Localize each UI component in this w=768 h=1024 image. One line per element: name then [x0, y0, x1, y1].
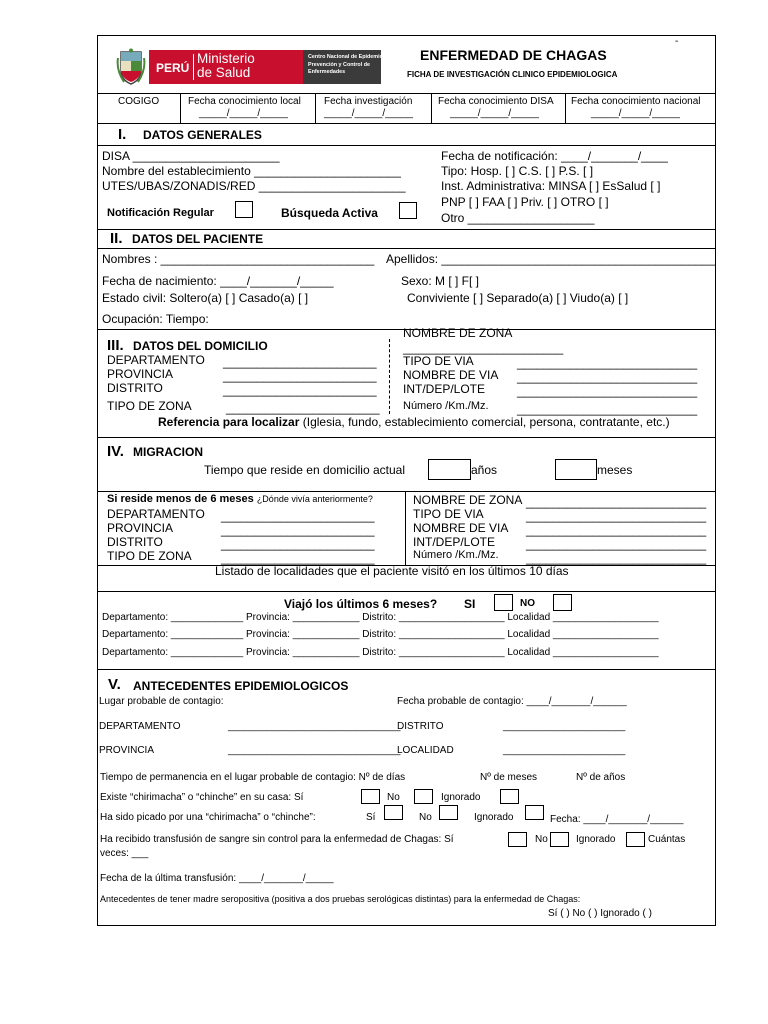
anterior-numero-field[interactable]: ___________________________ — [526, 551, 707, 565]
divider — [97, 145, 716, 146]
picado-label: Ha sido picado por una “chirimacha” o “chinche”: — [100, 812, 316, 823]
section1-number: I. — [118, 126, 127, 143]
section3-title: DATOS DEL DOMICILIO — [133, 339, 268, 353]
referencia-label: Referencia para localizar — [158, 415, 300, 429]
domicilio-nombre-zona-field[interactable]: ________________________ — [403, 341, 564, 355]
divider — [97, 229, 716, 230]
si-reside-label: Si reside menos de 6 meses — [107, 493, 254, 505]
divider — [97, 491, 716, 492]
domicilio-numero-label: Número /Km./Mz. — [403, 400, 489, 412]
anterior-int-dep-lote-label: INT/DEP/LOTE — [413, 535, 496, 549]
domicilio-provincia-field[interactable]: _______________________ — [223, 369, 377, 383]
divider — [97, 248, 716, 249]
viaje-row[interactable]: Departamento: _____________ Provincia: ____________ Distrito: ___________________ Localidad ___________________ — [102, 647, 659, 658]
divider — [97, 93, 716, 94]
busqueda-activa-label: Búsqueda Activa — [281, 206, 378, 220]
divider — [431, 93, 432, 123]
logo-country: PERÚ — [156, 61, 190, 75]
section4-title: MIGRACION — [133, 445, 203, 459]
fecha-contagio-field[interactable]: Fecha probable de contagio: ____/_______/______ — [397, 696, 627, 707]
logo-center-line1: Centro Nacional de Epidemiología, — [308, 54, 397, 60]
logo-ministry — [197, 52, 255, 80]
chirimacha-ignorado-label: Ignorado — [441, 792, 481, 803]
domicilio-numero-field[interactable]: ___________________________ — [517, 402, 698, 416]
establecimiento-field[interactable]: Nombre del establecimiento ______________________ — [102, 164, 401, 178]
anterior-tipo-via-field[interactable]: ___________________________ — [526, 509, 707, 523]
contagio-provincia-field[interactable]: _______________________________ — [228, 745, 401, 756]
domicilio-distrito-field[interactable]: _______________________ — [223, 383, 377, 397]
picado-no-label: No — [419, 812, 432, 823]
section5-title: ANTECEDENTES EPIDEMIOLOGICOS — [133, 679, 349, 693]
anterior-tipo-zona-label: TIPO DE ZONA — [107, 549, 192, 563]
chirimacha-label: Existe “chirimacha” o “chinche” en su casa: Sí — [100, 792, 304, 803]
ocupacion-field[interactable]: Ocupación: Tiempo: — [102, 312, 209, 326]
utes-field[interactable]: UTES/UBAS/ZONADIS/RED ______________________ — [102, 179, 406, 193]
si-reside-question: ¿Dónde vivía anteriormente? — [256, 494, 373, 504]
fecha-notificacion-field[interactable]: Fecha de notificación: ____/_______/____ — [441, 149, 668, 163]
sexo-field[interactable]: Sexo: M [ ] F[ ] — [401, 274, 480, 288]
meses-input[interactable] — [555, 459, 597, 480]
logo-ministry-line2: de Salud — [197, 65, 251, 80]
contagio-departamento-field[interactable]: _______________________________ — [228, 721, 401, 732]
column-divider — [405, 491, 406, 565]
contagio-distrito-label: DISTRITO — [397, 721, 444, 732]
section5-number: V. — [108, 676, 121, 693]
divider — [97, 437, 716, 438]
logo-center — [308, 54, 397, 77]
transfusion-si-checkbox[interactable] — [508, 832, 527, 847]
madre-seropositiva-label: Antecedentes de tener madre seropositiva (positiva a dos pruebas serológicas distintas) para la enfermedad de Chagas: — [100, 894, 581, 904]
domicilio-tipo-zona-label: TIPO DE ZONA — [107, 399, 192, 413]
domicilio-nombre-via-field[interactable]: ___________________________ — [517, 370, 698, 384]
estado-civil-field[interactable]: Estado civil: Soltero(a) [ ] Casado(a) [ ] — [102, 291, 309, 305]
section1-title: DATOS GENERALES — [143, 128, 262, 142]
domicilio-nombre-via-label: NOMBRE DE VIA — [403, 368, 499, 382]
section2-number: II. — [110, 230, 123, 247]
divider — [180, 93, 181, 123]
form-subtitle: FICHA DE INVESTIGACIÓN CLINICO EPIDEMIOLOGICA — [407, 70, 618, 79]
divider — [97, 123, 716, 124]
viaje-row[interactable]: Departamento: _____________ Provincia: ____________ Distrito: ___________________ Localidad ___________________ — [102, 612, 659, 623]
anterior-departamento-field[interactable]: _______________________ — [221, 509, 375, 523]
transfusion-no-checkbox[interactable] — [550, 832, 569, 847]
madre-seropositiva-options[interactable]: Sí ( ) No ( ) Ignorado ( ) — [548, 908, 652, 919]
viajo-no-checkbox[interactable] — [553, 594, 572, 611]
divider — [565, 93, 566, 123]
ultima-transfusion-field[interactable]: Fecha de la última transfusión: ____/_______/_____ — [100, 873, 334, 884]
picado-fecha-field[interactable]: Fecha: ____/_______/______ — [550, 814, 684, 825]
contagio-localidad-label: LOCALIDAD — [397, 745, 454, 756]
codigo-label: COGIGO — [118, 96, 160, 107]
form-title: ENFERMEDAD DE CHAGAS — [420, 47, 607, 63]
transfusion-cuantas-label: Cuántas — [648, 834, 686, 845]
logo-separator — [193, 54, 194, 80]
domicilio-tipo-via-field[interactable]: ___________________________ — [517, 356, 698, 370]
tiempo-permanencia-label: Tiempo de permanencia en el lugar probable de contagio: Nº de días — [100, 772, 406, 783]
viaje-row[interactable]: Departamento: _____________ Provincia: ____________ Distrito: ___________________ Localidad ___________________ — [102, 629, 659, 640]
picado-ignorado-checkbox[interactable] — [525, 805, 544, 820]
fecha-nacional-field[interactable]: _____/_____/_____ — [591, 108, 680, 119]
section4-number: IV. — [107, 443, 124, 460]
fecha-investigacion-label: Fecha investigación — [324, 96, 413, 107]
anterior-departamento-label: DEPARTAMENTO — [107, 507, 205, 521]
anterior-nombre-via-field[interactable]: ___________________________ — [526, 523, 707, 537]
fecha-disa-label: Fecha conocimiento DISA — [438, 96, 554, 107]
transfusion-no-label: No — [535, 834, 548, 845]
tipo-establecimiento[interactable]: Tipo: Hosp. [ ] C.S. [ ] P.S. [ ] — [441, 164, 594, 178]
transfusion-veces-field[interactable]: veces: ___ — [100, 848, 149, 859]
chirimacha-ignorado-checkbox[interactable] — [500, 789, 519, 804]
domicilio-departamento-label: DEPARTAMENTO — [107, 353, 205, 367]
nombres-field[interactable]: Nombres : ________________________________ — [102, 252, 375, 266]
transfusion-ignorado-checkbox[interactable] — [626, 832, 645, 847]
domicilio-int-dep-lote-field[interactable]: ___________________________ — [517, 384, 698, 398]
section2-title: DATOS DEL PACIENTE — [132, 232, 264, 246]
institucion-otros[interactable]: PNP [ ] FAA [ ] Priv. [ ] OTRO [ ] — [441, 195, 609, 209]
anterior-int-dep-lote-field[interactable]: ___________________________ — [526, 537, 707, 551]
picado-ignorado-label: Ignorado — [474, 812, 514, 823]
viajo-no-label: NO — [520, 598, 535, 609]
divider — [97, 591, 716, 592]
si-reside-menos — [107, 494, 373, 505]
fecha-investigacion-field[interactable]: _____/_____/_____ — [324, 108, 413, 119]
anterior-tipo-zona-field[interactable]: _______________________ — [221, 551, 375, 565]
domicilio-departamento-field[interactable]: _______________________ — [223, 355, 377, 369]
transfusion-ignorado-label: Ignorado — [576, 834, 616, 845]
fecha-nacional-label: Fecha conocimiento nacional — [571, 96, 701, 107]
anterior-provincia-label: PROVINCIA — [107, 521, 174, 535]
section3-number: III. — [107, 337, 124, 354]
referencia-hint: (Iglesia, fundo, establecimiento comercial, persona, contratante, etc.) — [302, 415, 670, 429]
apellidos-field[interactable]: Apellidos: _________________________________________ — [386, 252, 715, 266]
anterior-distrito-label: DISTRITO — [107, 535, 163, 549]
lugar-contagio-label: Lugar probable de contagio: — [99, 696, 224, 707]
fecha-local-label: Fecha conocimiento local — [188, 96, 301, 107]
logo-ministry-line1: Ministerio — [197, 51, 255, 66]
divider — [97, 669, 716, 670]
anterior-nombre-zona-label: NOMBRE DE ZONA — [413, 493, 523, 507]
numero-meses-label[interactable]: Nº de meses — [480, 772, 538, 783]
anterior-numero-label: Número /Km./Mz. — [413, 549, 499, 561]
chirimacha-no-checkbox[interactable] — [414, 789, 433, 804]
transfusion-label: Ha recibido transfusión de sangre sin control para la enfermedad de Chagas: Sí — [100, 834, 454, 845]
tiempo-reside-label: Tiempo que reside en domicilio actual — [204, 463, 405, 477]
divider — [315, 93, 316, 123]
contagio-localidad-field[interactable]: ______________________ — [503, 745, 626, 756]
picado-si-checkbox[interactable] — [384, 805, 403, 820]
institucion-administrativa[interactable]: Inst. Administrativa: MINSA [ ] EsSalud [ ] — [441, 179, 661, 193]
domicilio-tipo-via-label: TIPO DE VIA — [403, 354, 474, 368]
chirimacha-no-label: No — [387, 792, 400, 803]
disa-field[interactable]: DISA ______________________ — [102, 149, 280, 163]
viajo-question: Viajó los últimos 6 meses? — [284, 597, 438, 611]
domicilio-tipo-zona-field[interactable]: _______________________ — [226, 401, 380, 415]
anios-input[interactable] — [428, 459, 471, 480]
contagio-departamento-label: DEPARTAMENTO — [99, 721, 181, 732]
minsa-logo — [116, 46, 397, 88]
anios-label: años — [471, 463, 498, 477]
domicilio-nombre-zona-label: NOMBRE DE ZONA — [403, 326, 513, 340]
picado-no-checkbox[interactable] — [439, 805, 458, 820]
notificacion-regular-checkbox[interactable] — [235, 201, 253, 218]
anterior-nombre-via-label: NOMBRE DE VIA — [413, 521, 509, 535]
anterior-provincia-field[interactable]: _______________________ — [221, 523, 375, 537]
domicilio-distrito-label: DISTRITO — [107, 381, 163, 395]
meses-label: meses — [597, 463, 633, 477]
contagio-distrito-field[interactable]: ______________________ — [503, 721, 626, 732]
chirimacha-si-checkbox[interactable] — [361, 789, 380, 804]
fecha-nacimiento-field[interactable]: Fecha de nacimiento: ____/_______/_____ — [102, 274, 334, 288]
contagio-provincia-label: PROVINCIA — [99, 745, 155, 756]
domicilio-provincia-label: PROVINCIA — [107, 367, 174, 381]
corner-mark: - — [675, 36, 679, 47]
viajo-si-checkbox[interactable] — [494, 594, 513, 611]
logo-center-line2: Prevención y Control de — [308, 61, 371, 68]
column-divider — [389, 339, 390, 414]
otro-field[interactable]: Otro ___________________ — [441, 211, 595, 225]
anterior-nombre-zona-field[interactable]: ___________________________ — [526, 495, 707, 509]
fecha-local-field[interactable]: _____/_____/_____ — [199, 108, 288, 119]
peru-coat-of-arms-icon — [116, 48, 146, 86]
busqueda-activa-checkbox[interactable] — [399, 202, 417, 219]
domicilio-int-dep-lote-label: INT/DEP/LOTE — [403, 382, 486, 396]
anterior-tipo-via-label: TIPO DE VIA — [413, 507, 484, 521]
anterior-distrito-field[interactable]: _______________________ — [221, 537, 375, 551]
viajo-si-label: SI — [464, 597, 476, 611]
picado-si-label: Sí — [366, 812, 376, 823]
numero-anios-label[interactable]: Nº de años — [576, 772, 626, 783]
fecha-disa-field[interactable]: _____/_____/_____ — [450, 108, 539, 119]
listado-localidades-label: Listado de localidades que el paciente visitó en los últimos 10 días — [215, 564, 569, 578]
notificacion-regular-label: Notificación Regular — [107, 207, 214, 219]
referencia-localizar[interactable] — [158, 416, 670, 428]
logo-center-line3: Enfermedades — [308, 69, 346, 75]
estado-civil-options[interactable]: Conviviente [ ] Separado(a) [ ] Viudo(a) [ ] — [407, 291, 629, 305]
